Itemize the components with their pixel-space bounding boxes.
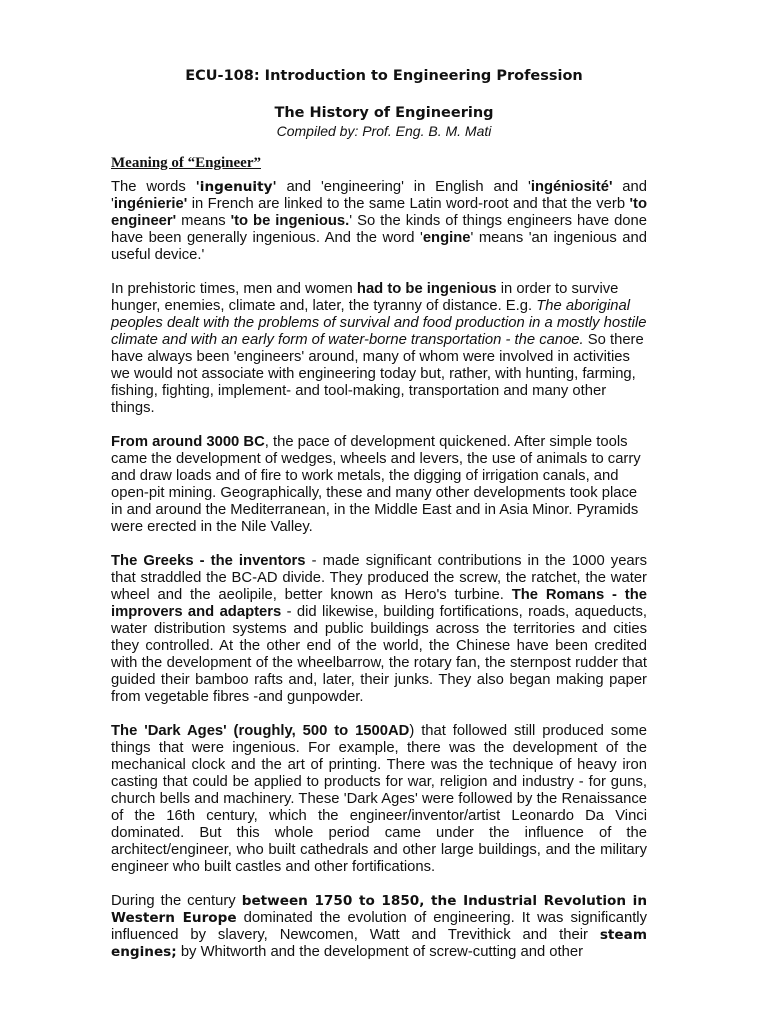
paragraph-prehistoric: In prehistoric times, men and women had to be ingenious in order to survive hunger, enemies, climate and, later, the tyranny of distance. E.g. The aboriginal peoples dealt with the problems of survival and food production in a mostly hostile climate and with an early form of water-borne transportation - the canoe. So there have always been 'engineers' around, many of whom were involved in activities we would not associate with engineering today but, rather, with hunting, farming, fishing, fighting, implement- and tool-making, transportation and many other things.	[111, 281, 647, 416]
section-heading: Meaning of “Engineer”	[111, 155, 261, 171]
author-line: Compiled by: Prof. Eng. B. M. Mati	[276, 123, 492, 139]
paragraph-meaning: The words 'ingenuity' and 'engineering' in English and 'ingéniosité' and 'ingénierie' in French are linked to the same Latin word-root and that the verb 'to engineer' means 'to be ingenious.' So the kinds of things engineers have done have been generally ingenious. And the word 'engine' means 'an ingenious and useful device.'	[111, 179, 647, 263]
document-body	[111, 179, 647, 978]
document-title: ECU-108: Introduction to Engineering Profession	[185, 68, 583, 84]
document-subtitle: The History of Engineering	[274, 105, 494, 121]
paragraph-industrial-revolution: During the century between 1750 to 1850, the Industrial Revolution in Western Europe dominated the evolution of engineering. It was significantly influenced by slavery, Newcomen, Watt and Trevithick and their steam engines; by Whitworth and the development of screw-cutting and other	[111, 893, 648, 960]
paragraph-greeks-romans: The Greeks - the inventors - made significant contributions in the 1000 years that straddled the BC-AD divide. They produced the screw, the ratchet, the water wheel and the aeolipile, better known as Hero's turbine. The Romans - the improvers and adapters - did likewise, building fortifications, roads, aqueducts, water distribution systems and public buildings across the territories and cities they controlled. At the other end of the world, the Chinese have been credited with the development of the wheelbarrow, the rotary fan, the sternpost rudder that guided their bamboo rafts and, later, their junks. They also began making paper from vegetable fibres -and gunpowder.	[111, 553, 647, 705]
paragraph-dark-ages: The 'Dark Ages' (roughly, 500 to 1500AD) that followed still produced some things that were ingenious. For example, there was the development of the mechanical clock and the art of printing. There was the technique of heavy iron casting that could be applied to products for war, religion and industry - for guns, church bells and machinery. These 'Dark Ages' were followed by the Renaissance of the 16th century, which the engineer/inventor/artist Leonardo Da Vinci dominated. But this whole period came under the influence of the architect/engineer, who built cathedrals and other large buildings, and the military engineer who built castles and other fortifications.	[111, 723, 647, 875]
paragraph-3000bc: From around 3000 BC, the pace of development quickened. After simple tools came the development of wedges, wheels and levers, the use of animals to carry and draw loads and of fire to work metals, the digging of irrigation canals, and open-pit mining. Geographically, these and many other developments took place in and around the Mediterranean, in the Middle East and in Asia Minor. Pyramids were erected in the Nile Valley.	[111, 434, 641, 535]
